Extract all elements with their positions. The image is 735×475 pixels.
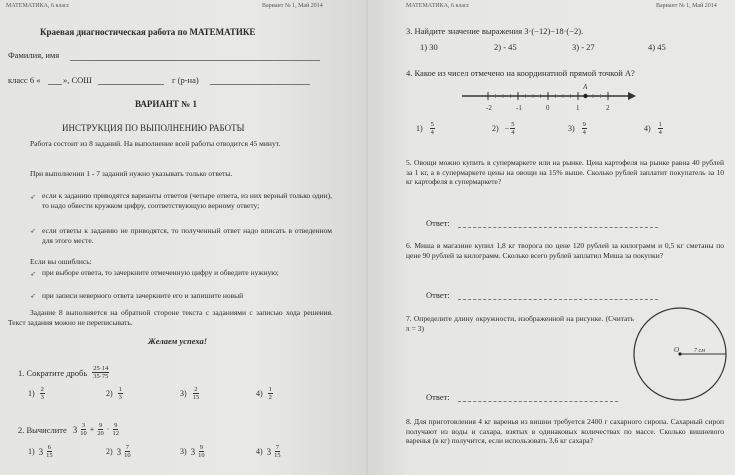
instructions-paragraph-1: Работа состоит из 8 заданий. На выполнение всей работы отводится 45 минут.: [30, 139, 281, 148]
operator: +: [89, 425, 95, 434]
fraction-numerator: 25·14: [93, 365, 109, 372]
tick-label: 0: [546, 104, 550, 112]
tick-label: 1: [576, 104, 580, 112]
question-2-expression: [73, 422, 121, 437]
fraction-denominator: 10: [124, 452, 131, 459]
circle-radius-label: 7 см: [694, 348, 705, 354]
fraction-numerator: 5: [511, 121, 515, 128]
fraction-numerator: 2: [40, 386, 44, 393]
fraction-numerator: 1: [268, 386, 272, 393]
q3-option-1[interactable]: 1) 30: [420, 42, 438, 52]
fraction-numerator: 9: [114, 422, 118, 429]
tick-label: 2: [606, 104, 610, 112]
arrow-bullet-icon: ➶: [30, 270, 36, 278]
mistake-title: Если вы ошиблись:: [30, 257, 92, 266]
district-field[interactable]: [210, 84, 310, 85]
q3-option-2[interactable]: 2) - 45: [494, 42, 517, 52]
q3-option-4[interactable]: 4) 45: [648, 42, 666, 52]
good-luck: Желаем успеха!: [148, 336, 208, 346]
question-6-text: 6. Миша в магазине купил 1,8 кг творога по цене 120 рублей за килограмм и 0,5 кг сметаны по цене 90 рублей за килограмм. Сколько всего рублей заплатил Миша за покупки?: [406, 241, 724, 260]
instructions-bullet-3: при выборе ответа, то зачеркните отмеченную цифру и обведите нужную;: [42, 268, 279, 277]
arrow-right-icon: [628, 92, 636, 100]
option-sign: −: [504, 124, 510, 133]
option-label: 3): [568, 124, 575, 133]
q2-option-2[interactable]: [106, 444, 133, 459]
circle-center-label: O: [674, 346, 680, 354]
right-header-subject: МАТЕМАТИКА, 6 класс: [406, 3, 470, 9]
fraction-denominator: 12: [112, 430, 119, 437]
instructions-bullet-1: если к заданию приводятся варианты ответов (четыре ответа, из них верный только один), то надо обвести кружком цифру, соответствующую верному ответу;: [42, 191, 332, 210]
option-label: 1): [416, 124, 423, 133]
right-header-variant: Вариант № 1, Май 2014: [656, 3, 717, 9]
fraction-numerator: 1: [658, 121, 662, 128]
fraction-denominator: 3: [118, 394, 122, 401]
option-label: 4): [256, 447, 263, 456]
question-1: [18, 365, 110, 380]
fraction-numerator: 9: [582, 121, 586, 128]
mixed-whole: 3: [266, 446, 272, 457]
fraction-denominator: 15: [46, 452, 53, 459]
fraction-denominator: 15: [192, 394, 200, 401]
school-field[interactable]: [98, 84, 164, 85]
q6-answer-label: Ответ:: [426, 290, 450, 300]
question-5-text: 5. Овощи можно купить в супермаркете или на рынке. Цена картофеля на рынке равна 40 рублей за 1 кг, а в супермаркете цены на овощи на 15% выше. Сколько рублей заплатит покупатель за 10 кг картофеля в супермаркете?: [406, 158, 724, 187]
left-header-subject: МАТЕМАТИКА, 6 класс: [6, 3, 70, 9]
question-4-text: 4. Какое из чисел отмечено на координатной прямой точкой А?: [406, 68, 635, 78]
fraction-numerator: 6: [47, 444, 52, 451]
circle-figure: [630, 304, 730, 404]
option-label: 4): [644, 124, 651, 133]
fraction-denominator: 10: [198, 452, 205, 459]
option-label: 2): [106, 389, 113, 398]
instructions-bullet-4: при записи неверного ответа зачеркните его и запишите новый: [42, 291, 244, 300]
task8-note: Задание 8 выполняется на обратной стороне текста с заданиями с записью хода решения. Текст задания можно не переписывать.: [8, 308, 333, 327]
q3-option-3[interactable]: 3) - 27: [572, 42, 595, 52]
q5-answer-label: Ответ:: [426, 218, 450, 228]
question-3-text: 3. Найдите значение выражения 3·(−12)−18·(−2).: [406, 26, 584, 36]
right-page: [368, 0, 735, 475]
fraction-numerator: 9: [98, 422, 103, 429]
variant-label: ВАРИАНТ № 1: [135, 99, 197, 109]
fraction-numerator: 3: [81, 422, 86, 429]
tick-label: -1: [516, 104, 522, 112]
arrow-bullet-icon: ➶: [30, 193, 36, 201]
option-label: 2): [492, 124, 499, 133]
option-label: 1): [28, 447, 35, 456]
fraction-numerator: 1: [118, 386, 122, 393]
option-label: 3): [180, 389, 187, 398]
fraction-numerator: 7: [275, 444, 280, 451]
point-a-label: A: [583, 83, 588, 91]
q4-option-3[interactable]: [568, 121, 588, 136]
q7-answer-label: Ответ:: [426, 392, 450, 402]
option-label: 4): [256, 389, 263, 398]
question-2: [18, 422, 121, 437]
tick-label: -2: [486, 104, 492, 112]
q1-option-3[interactable]: [180, 386, 201, 401]
option-label: 1): [28, 389, 35, 398]
surname-field[interactable]: [70, 60, 320, 61]
arrow-bullet-icon: ➶: [30, 292, 36, 300]
q5-answer-field[interactable]: [458, 227, 658, 228]
class-label-c: г (р-на): [172, 75, 199, 85]
q4-option-4[interactable]: [644, 121, 664, 136]
q7-answer-field[interactable]: [458, 401, 618, 402]
class-label-b: », СОШ: [63, 75, 92, 85]
point-a-marker: [583, 94, 587, 98]
mixed-whole: 3: [116, 446, 122, 457]
q4-option-2[interactable]: [492, 121, 516, 136]
question-1-fraction: [92, 365, 109, 380]
q1-option-1[interactable]: [28, 386, 46, 401]
option-label: 2): [106, 447, 113, 456]
fraction-numerator: 5: [430, 121, 434, 128]
question-2-text: 2. Вычислите: [18, 424, 67, 435]
q4-option-1[interactable]: [416, 121, 436, 136]
fraction-denominator: 4: [658, 129, 662, 136]
q1-option-2[interactable]: [106, 386, 124, 401]
mixed-whole: 3: [190, 446, 196, 457]
number-line: [458, 80, 638, 116]
fraction-numerator: 2: [194, 386, 198, 393]
fraction-numerator: 7: [125, 444, 130, 451]
fraction-denominator: 20: [97, 430, 104, 437]
mixed-whole: 3: [72, 424, 78, 435]
fraction-denominator: 15: [274, 452, 281, 459]
q6-answer-field[interactable]: [458, 299, 658, 300]
operator: ·: [106, 425, 110, 434]
arrow-bullet-icon: ➶: [30, 227, 36, 235]
q2-option-4[interactable]: [256, 444, 283, 459]
question-1-text: 1. Сократите дробь: [18, 367, 88, 378]
question-7-text: 7. Определите длину окружности, изображенной на рисунке. (Считать π = 3): [406, 314, 634, 333]
q2-option-1[interactable]: [28, 444, 55, 459]
mixed-whole: 3: [38, 446, 44, 457]
instructions-title: ИНСТРУКЦИЯ ПО ВЫПОЛНЕНИЮ РАБОТЫ: [62, 123, 245, 133]
fraction-numerator: 9: [199, 444, 204, 451]
class-label-a: класс 6 «: [8, 75, 41, 85]
question-8-text: 8. Для приготовления 4 кг варенья из вишни требуется 2400 г сахарного сиропа. Сахарный сироп получают из воды и сахара, взятых в одинаковых количествах по массе. Сколько вишневого варенья (в кг) получится, если использовать 3,6 кг сахара?: [406, 417, 724, 446]
option-label: 3): [180, 447, 187, 456]
fraction-denominator: 4: [430, 129, 434, 136]
left-header-variant: Вариант № 1, Май 2014: [262, 3, 323, 9]
left-page: [0, 0, 366, 475]
instructions-bullet-2: если ответы к заданию не приводятся, то полученный ответ надо вписать в отведенном для этого месте.: [42, 226, 332, 245]
fraction-denominator: 2: [268, 394, 272, 401]
q2-option-3[interactable]: [180, 444, 207, 459]
fraction-denominator: 35·75: [93, 373, 109, 380]
fraction-denominator: 4: [511, 129, 515, 136]
instructions-paragraph-2: При выполнении 1 - 7 заданий нужно указывать только ответы.: [30, 169, 233, 178]
class-letter-field[interactable]: [48, 84, 62, 85]
page-title: Краевая диагностическая работа по МАТЕМАТИКЕ: [40, 27, 256, 37]
fraction-denominator: 10: [80, 430, 87, 437]
surname-label: Фамилия, имя: [8, 50, 60, 60]
fraction-denominator: 3: [40, 394, 44, 401]
fraction-denominator: 4: [582, 129, 586, 136]
q1-option-4[interactable]: [256, 386, 274, 401]
